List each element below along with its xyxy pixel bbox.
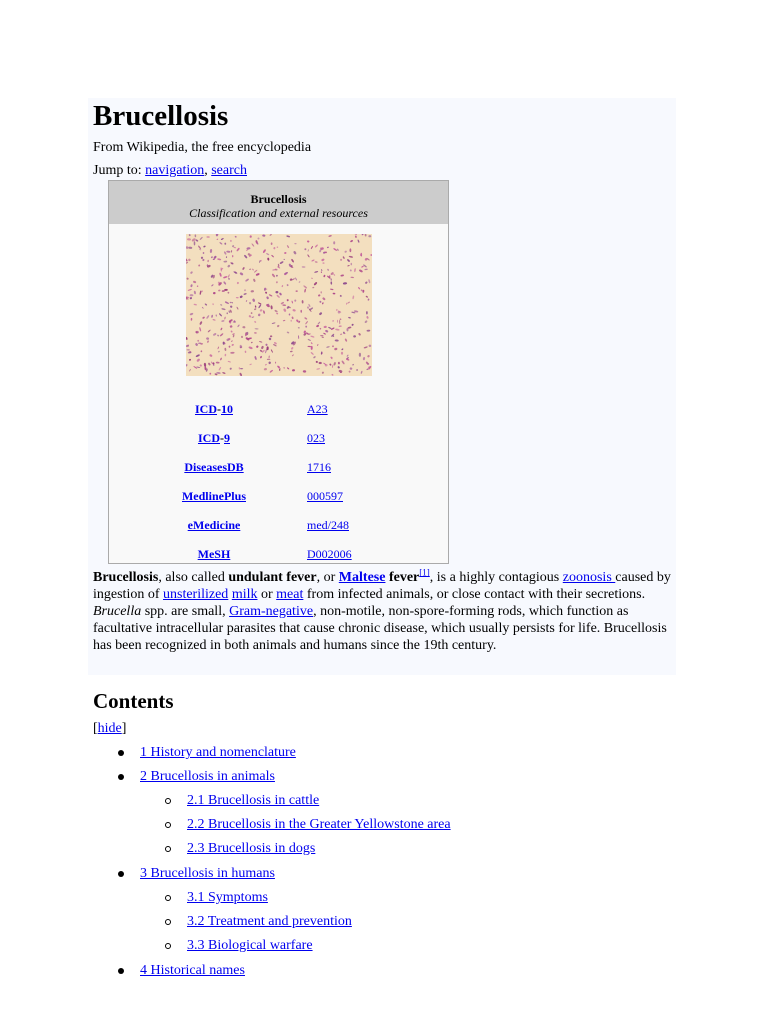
- infobox-key: [109, 516, 319, 534]
- bacterium-speck: [350, 248, 352, 252]
- toc-subitem[interactable]: 3.3 Biological warfare: [187, 938, 313, 953]
- icd-link[interactable]: ICD: [197, 431, 220, 445]
- infobox-title: Brucellosis: [250, 192, 307, 206]
- intro-paragraph: [93, 569, 675, 654]
- text: from infected animals, or close contact with their secretions.: [303, 587, 646, 602]
- infobox-row: [109, 545, 448, 563]
- zoonosis-link[interactable]: zoonosis: [562, 570, 616, 585]
- toc-subitem[interactable]: 3.1 Symptoms: [187, 890, 268, 905]
- bracket: [: [93, 721, 98, 736]
- key-separator: -: [217, 402, 221, 416]
- site-subtitle: From Wikipedia, the free encyclopedia: [93, 140, 312, 155]
- infobox-key: [109, 458, 319, 476]
- bacteria-micrograph-image[interactable]: [186, 234, 372, 376]
- text: or: [257, 587, 277, 602]
- infobox-row: [109, 458, 448, 476]
- milk-link[interactable]: milk: [231, 587, 258, 602]
- bracket: ]: [121, 721, 127, 736]
- term-brucellosis: Brucellosis: [93, 570, 159, 585]
- icd-version-link[interactable]: 10: [221, 402, 233, 416]
- unsterilized-link[interactable]: unsterilized: [163, 587, 229, 602]
- term-fever: fever: [388, 570, 420, 585]
- infobox-value-link[interactable]: med/248: [307, 518, 349, 532]
- mesh-link[interactable]: MeSH: [197, 547, 231, 561]
- infobox-value-link[interactable]: 1716: [307, 460, 331, 474]
- jump-separator: ,: [204, 163, 212, 178]
- infobox-value-link[interactable]: D002006: [307, 547, 352, 561]
- toc-heading: Contents: [93, 689, 174, 713]
- infobox-header: [109, 181, 448, 224]
- circle-bullet-icon: [165, 895, 171, 901]
- bullet-icon: [118, 968, 124, 974]
- page-title: Brucellosis: [93, 100, 229, 132]
- toc-item[interactable]: 4 Historical names: [140, 963, 245, 978]
- medlineplus-link[interactable]: MedlinePlus: [181, 489, 246, 503]
- term-brucella: Brucella: [93, 604, 142, 619]
- toc-subitem[interactable]: 3.2 Treatment and prevention: [187, 914, 352, 929]
- infobox-row: [109, 516, 448, 534]
- infobox-caption: Classification and external resources: [189, 206, 368, 220]
- toc-subitem[interactable]: 2.1 Brucellosis in cattle: [187, 793, 320, 808]
- infobox-value-link[interactable]: 000597: [307, 489, 343, 503]
- icd-version-link[interactable]: 9: [224, 431, 230, 445]
- infobox-value-link[interactable]: A23: [307, 402, 328, 416]
- jump-to-bar: [93, 162, 247, 180]
- bacterium-speck: [366, 311, 368, 314]
- hide-toc-link[interactable]: hide: [97, 721, 122, 736]
- circle-bullet-icon: [165, 943, 171, 949]
- infobox-value-link[interactable]: 023: [307, 431, 325, 445]
- infobox-row: [109, 487, 448, 505]
- circle-bullet-icon: [165, 919, 171, 925]
- icd-link[interactable]: ICD: [194, 402, 217, 416]
- text: caused by ingestion of: [93, 570, 671, 602]
- toc-item[interactable]: 1 History and nomenclature: [140, 745, 296, 760]
- infobox-key: [109, 487, 319, 505]
- micrograph-background: [186, 234, 372, 376]
- diseasesdb-link[interactable]: DiseasesDB: [184, 460, 244, 474]
- gram-negative-link[interactable]: Gram-negative: [229, 604, 314, 619]
- toc-subitem[interactable]: 2.3 Brucellosis in dogs: [187, 841, 316, 856]
- bacterium-speck: [368, 235, 371, 237]
- emedicine-link[interactable]: eMedicine: [187, 518, 241, 532]
- toc-item[interactable]: 3 Brucellosis in humans: [140, 866, 275, 881]
- infobox-row: [109, 400, 448, 418]
- text: , or: [316, 570, 339, 585]
- toc-item[interactable]: 2 Brucellosis in animals: [140, 769, 275, 784]
- infobox-key: [109, 429, 319, 447]
- term-undulant-fever: undulant fever: [228, 570, 317, 585]
- text: , is a highly contagious: [429, 570, 563, 585]
- toc-subitem[interactable]: 2.2 Brucellosis in the Greater Yellowstone area: [187, 817, 451, 832]
- bullet-icon: [118, 871, 124, 877]
- text: , non-motile, non-spore-forming rods, which function as facultative intracellular parasites that cause chronic disease, which usually persists for life. Brucellosis has been recognized in both animals and humans since the 19th century.: [93, 604, 667, 653]
- circle-bullet-icon: [165, 822, 171, 828]
- circle-bullet-icon: [165, 846, 171, 852]
- maltese-link[interactable]: Maltese: [338, 570, 386, 585]
- infobox: [108, 180, 449, 564]
- search-link[interactable]: search: [211, 163, 247, 178]
- bullet-icon: [118, 750, 124, 756]
- navigation-link[interactable]: navigation: [145, 163, 205, 178]
- citation-link[interactable]: [1]: [419, 567, 430, 578]
- toc-toggle: [93, 720, 126, 738]
- text: , also called: [158, 570, 229, 585]
- key-separator: -: [220, 431, 224, 445]
- bullet-icon: [118, 774, 124, 780]
- infobox-key: [109, 545, 319, 563]
- text: spp. are small,: [141, 604, 230, 619]
- jump-to-label: Jump to:: [93, 163, 146, 178]
- circle-bullet-icon: [165, 798, 171, 804]
- infobox-key: [109, 400, 319, 418]
- infobox-row: [109, 429, 448, 447]
- meat-link[interactable]: meat: [276, 587, 304, 602]
